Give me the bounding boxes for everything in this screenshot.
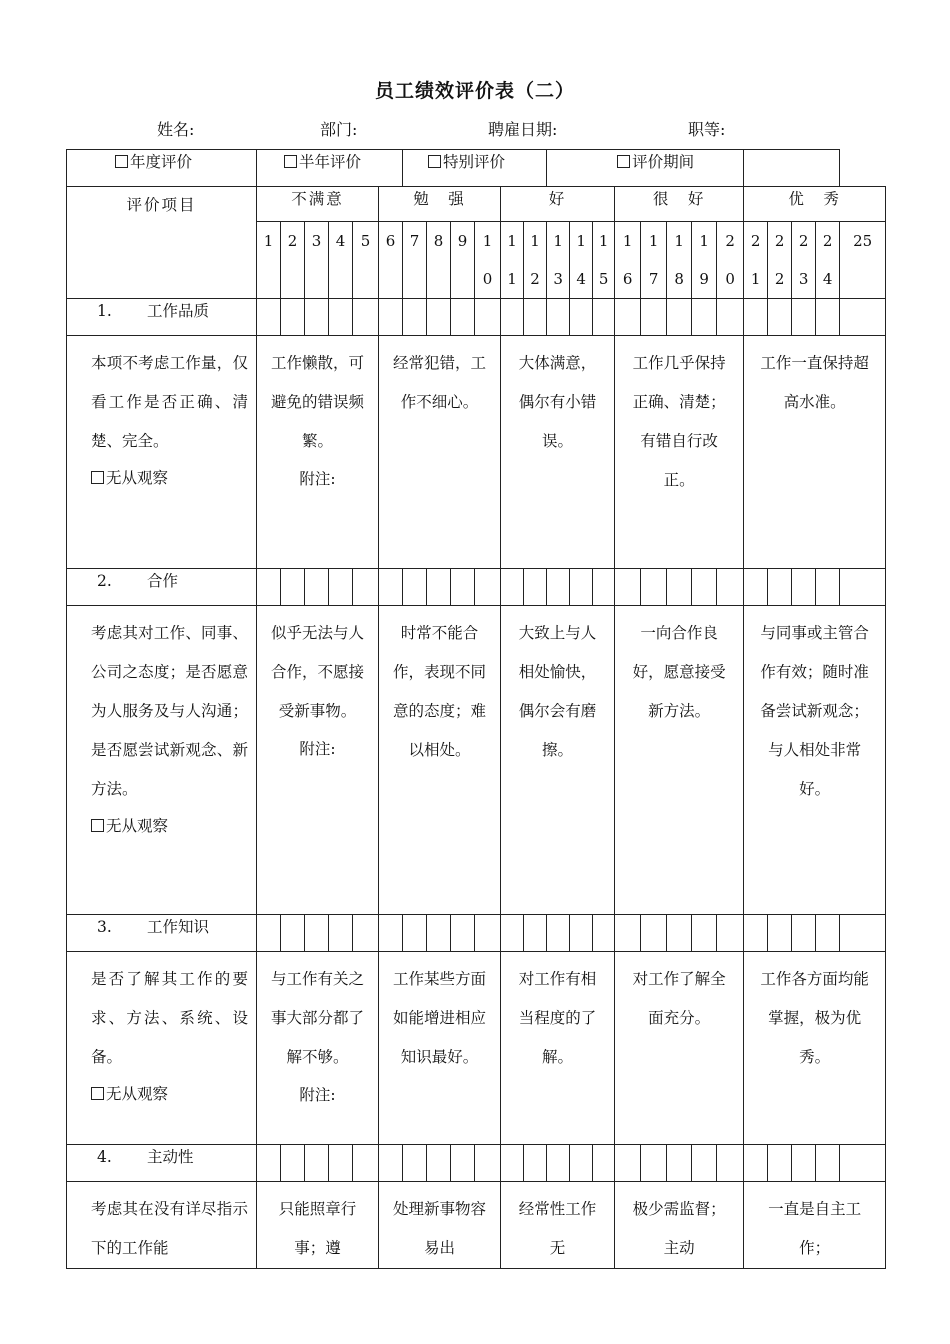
form-title: 员工绩效评价表（二） [374, 80, 575, 102]
score-number-cell [768, 222, 792, 299]
score-checkbox-cell[interactable] [615, 299, 641, 336]
level-description: 处理新事物容易出 [393, 1200, 487, 1257]
score-checkbox-cell[interactable] [768, 569, 792, 606]
section-name: 工作知识 [147, 918, 210, 936]
score-checkbox-cell[interactable] [305, 1145, 329, 1182]
score-number-cell [692, 222, 717, 299]
checkbox-icon[interactable] [91, 1087, 104, 1100]
score-number-cell [792, 222, 816, 299]
score-number-cell [641, 222, 667, 299]
score-checkbox-cell[interactable] [570, 1145, 593, 1182]
score-checkbox-cell[interactable] [451, 915, 475, 952]
period-label: 评价期间 [632, 153, 695, 171]
score-digit-top: 1 [507, 232, 517, 250]
score-digit-top: 25 [853, 232, 873, 250]
score-number-cell [501, 222, 524, 299]
score-checkbox-cell[interactable] [524, 915, 547, 952]
score-checkbox-cell[interactable] [792, 569, 816, 606]
score-checkbox-cell[interactable] [353, 299, 379, 336]
section-title [67, 299, 257, 336]
score-digit-top: 1 [553, 232, 563, 250]
score-digit-top: 1 [674, 232, 684, 250]
level-description: 只能照章行事；遵 [278, 1200, 357, 1257]
checkbox-icon[interactable] [91, 471, 104, 484]
score-checkbox-cell[interactable] [615, 1145, 641, 1182]
level-description: 一直是自主工作； [768, 1200, 862, 1257]
section-body-row [67, 606, 886, 915]
score-digit-top: 2 [725, 232, 735, 250]
score-checkbox-cell[interactable] [840, 569, 886, 606]
score-digit-top: 7 [409, 232, 420, 250]
score-checkbox-cell[interactable] [744, 1145, 768, 1182]
section-header-row [67, 1145, 886, 1182]
score-checkbox-cell[interactable] [768, 1145, 792, 1182]
score-digit-top: 1 [598, 232, 609, 250]
score-checkbox-cell[interactable] [667, 915, 692, 952]
score-checkbox-cell[interactable] [427, 569, 451, 606]
level-description: 工作懒散，可避免的错误频繁。 [270, 354, 364, 450]
score-digit-bottom: 3 [553, 270, 563, 288]
score-checkbox-cell[interactable] [792, 915, 816, 952]
score-checkbox-cell[interactable] [641, 1145, 667, 1182]
score-checkbox-cell[interactable] [501, 915, 524, 952]
score-checkbox-cell[interactable] [524, 299, 547, 336]
no-observe-option[interactable] [91, 1077, 248, 1111]
rank-label: 职等: [688, 120, 726, 139]
score-checkbox-cell[interactable] [692, 299, 717, 336]
section-title [67, 1145, 257, 1182]
score-checkbox-cell[interactable] [768, 299, 792, 336]
level-description-cell [257, 952, 379, 1145]
level-description-cell [257, 336, 379, 569]
score-checkbox-cell[interactable] [717, 1145, 744, 1182]
no-observe-option[interactable] [91, 809, 248, 843]
period-half-year[interactable] [257, 150, 403, 187]
score-digit-bottom: 2 [774, 270, 785, 288]
section-name: 主动性 [147, 1148, 194, 1166]
score-digit-top: 2 [750, 232, 761, 250]
score-checkbox-cell[interactable] [524, 569, 547, 606]
score-digit-top: 5 [360, 232, 371, 250]
score-digit-top: 1 [648, 232, 659, 250]
score-checkbox-cell[interactable] [570, 915, 593, 952]
score-number-cell [593, 222, 615, 299]
note-label: 附注: [299, 470, 336, 488]
score-checkbox-cell[interactable] [816, 569, 840, 606]
level-description-cell [615, 606, 744, 915]
score-checkbox-cell[interactable] [353, 569, 379, 606]
score-digit-top: 9 [457, 232, 468, 250]
checkbox-icon[interactable] [284, 155, 297, 168]
score-digit-top: 2 [287, 232, 298, 250]
score-checkbox-cell[interactable] [281, 1145, 305, 1182]
score-checkbox-cell[interactable] [501, 569, 524, 606]
grade-good: 好 [501, 187, 615, 222]
score-checkbox-cell[interactable] [475, 1145, 501, 1182]
score-checkbox-cell[interactable] [692, 1145, 717, 1182]
score-checkbox-cell[interactable] [717, 569, 744, 606]
checkbox-icon[interactable] [115, 155, 128, 168]
score-checkbox-cell[interactable] [329, 299, 353, 336]
score-checkbox-cell[interactable] [353, 915, 379, 952]
section-description-cell [67, 336, 257, 569]
score-digit-bottom: 0 [725, 270, 735, 288]
score-checkbox-cell[interactable] [570, 569, 593, 606]
level-description-cell [501, 606, 615, 915]
score-checkbox-cell[interactable] [281, 915, 305, 952]
score-digit-bottom: 5 [598, 270, 609, 288]
score-checkbox-cell[interactable] [816, 915, 840, 952]
checkbox-icon[interactable] [91, 819, 104, 832]
level-description-cell [744, 606, 886, 915]
section-header-row [67, 915, 886, 952]
score-number-cell [305, 222, 329, 299]
level-description: 经常犯错，工作不细心。 [393, 354, 487, 411]
score-checkbox-cell[interactable] [475, 299, 501, 336]
score-checkbox-cell[interactable] [403, 299, 427, 336]
note-label: 附注: [299, 740, 336, 758]
score-checkbox-cell[interactable] [840, 915, 886, 952]
level-description-cell [501, 336, 615, 569]
score-checkbox-cell[interactable] [615, 569, 641, 606]
period-range-value[interactable] [744, 150, 840, 187]
score-checkbox-cell[interactable] [305, 569, 329, 606]
score-checkbox-cell[interactable] [403, 1145, 427, 1182]
checkbox-icon[interactable] [617, 155, 630, 168]
level-description-cell [257, 1182, 379, 1269]
score-checkbox-cell[interactable] [379, 299, 403, 336]
level-description: 时常不能合作，表现不同意的态度；难以相处。 [393, 624, 487, 759]
section-number: 1. [97, 302, 112, 320]
level-description: 工作某些方面如能增进相应知识最好。 [393, 970, 487, 1066]
section-description-cell [67, 606, 257, 915]
score-checkbox-cell[interactable] [641, 915, 667, 952]
score-digit-top: 6 [385, 232, 396, 250]
score-number-cell [475, 222, 501, 299]
score-number-cell [257, 222, 281, 299]
score-checkbox-cell[interactable] [717, 915, 744, 952]
score-checkbox-cell[interactable] [744, 915, 768, 952]
score-number-cell [570, 222, 593, 299]
score-checkbox-cell[interactable] [403, 569, 427, 606]
score-digit-bottom: 4 [822, 270, 833, 288]
score-digit-bottom: 2 [530, 270, 540, 288]
score-number-cell [427, 222, 451, 299]
score-checkbox-cell[interactable] [305, 299, 329, 336]
score-checkbox-cell[interactable] [840, 299, 886, 336]
score-digit-bottom: 6 [622, 270, 633, 288]
score-number-cell [615, 222, 641, 299]
section-title [67, 569, 257, 606]
score-checkbox-cell[interactable] [451, 569, 475, 606]
score-checkbox-cell[interactable] [427, 915, 451, 952]
score-number-cell [281, 222, 305, 299]
section-description-cell [67, 952, 257, 1145]
level-description: 极少需监督；主动 [632, 1200, 726, 1257]
score-checkbox-cell[interactable] [615, 915, 641, 952]
section-body-row [67, 1182, 886, 1269]
score-digit-top: 1 [576, 232, 586, 250]
score-number-cell [403, 222, 427, 299]
level-description-cell [744, 336, 886, 569]
score-checkbox-cell[interactable] [379, 569, 403, 606]
score-checkbox-cell[interactable] [816, 299, 840, 336]
level-description-cell [257, 606, 379, 915]
score-checkbox-cell[interactable] [501, 1145, 524, 1182]
score-digit-top: 1 [699, 232, 709, 250]
score-checkbox-cell[interactable] [329, 915, 353, 952]
score-checkbox-cell[interactable] [305, 915, 329, 952]
score-checkbox-cell[interactable] [451, 299, 475, 336]
period-special[interactable] [403, 150, 547, 187]
level-description: 工作一直保持超高水准。 [760, 354, 869, 411]
score-checkbox-cell[interactable] [667, 299, 692, 336]
item-header: 评价项目 [67, 187, 257, 299]
level-description-cell [379, 606, 501, 915]
level-description-cell [615, 952, 744, 1145]
score-checkbox-cell[interactable] [329, 1145, 353, 1182]
score-digit-top: 1 [622, 232, 633, 250]
section-title [67, 915, 257, 952]
level-description: 经常性工作无 [518, 1200, 597, 1257]
score-checkbox-cell[interactable] [257, 299, 281, 336]
score-number-cell [451, 222, 475, 299]
score-digit-bottom: 4 [576, 270, 586, 288]
score-checkbox-cell[interactable] [593, 915, 615, 952]
grade-row [67, 187, 886, 222]
score-number-cell [329, 222, 353, 299]
score-number-cell [717, 222, 744, 299]
no-observe-label: 无从观察 [106, 469, 169, 487]
score-digit-bottom: 8 [674, 270, 684, 288]
period-label: 年度评价 [130, 153, 193, 171]
score-digit-top: 4 [335, 232, 346, 250]
score-checkbox-cell[interactable] [744, 569, 768, 606]
score-digit-top: 1 [482, 232, 493, 250]
level-description-cell [379, 1182, 501, 1269]
no-observe-option[interactable] [91, 461, 248, 495]
score-checkbox-cell[interactable] [840, 1145, 886, 1182]
score-checkbox-cell[interactable] [329, 569, 353, 606]
score-checkbox-cell[interactable] [692, 569, 717, 606]
section-header-row [67, 569, 886, 606]
score-checkbox-cell[interactable] [593, 1145, 615, 1182]
level-description-cell [379, 336, 501, 569]
section-name: 合作 [147, 572, 179, 590]
level-description: 对工作有相当程度的了解。 [518, 970, 597, 1066]
section-number: 3. [97, 918, 112, 936]
grade-unsatisfactory: 不满意 [257, 187, 379, 222]
score-checkbox-cell[interactable] [475, 569, 501, 606]
level-description: 与工作有关之事大部分都了解不够。 [270, 970, 364, 1066]
score-checkbox-cell[interactable] [547, 569, 570, 606]
score-checkbox-cell[interactable] [427, 1145, 451, 1182]
level-description-cell [379, 952, 501, 1145]
section-description: 考虑其对工作、同事、公司之态度；是否愿意为人服务及与人沟通；是否愿尝试新观念、新方法。 [91, 624, 248, 798]
level-description-cell [501, 1182, 615, 1269]
note-label: 附注: [299, 1086, 336, 1104]
period-label: 半年评价 [299, 153, 362, 171]
section-body-row [67, 336, 886, 569]
score-number-cell [524, 222, 547, 299]
period-row [67, 150, 886, 187]
score-checkbox-cell[interactable] [593, 569, 615, 606]
checkbox-icon[interactable] [428, 155, 441, 168]
score-digit-bottom: 1 [507, 270, 517, 288]
hire-date-label: 聘雇日期: [488, 120, 558, 139]
score-digit-top: 8 [433, 232, 444, 250]
section-header-row [67, 299, 886, 336]
section-name: 工作品质 [147, 302, 210, 320]
level-description: 对工作了解全面充分。 [632, 970, 726, 1027]
score-number-cell [667, 222, 692, 299]
score-checkbox-cell[interactable] [667, 569, 692, 606]
level-description-cell [615, 1182, 744, 1269]
period-range[interactable] [547, 150, 744, 187]
section-description: 考虑其在没有详尽指示下的工作能 [91, 1200, 248, 1257]
score-checkbox-cell[interactable] [547, 1145, 570, 1182]
score-checkbox-cell[interactable] [501, 299, 524, 336]
score-checkbox-cell[interactable] [768, 915, 792, 952]
score-checkbox-cell[interactable] [451, 1145, 475, 1182]
section-body-row [67, 952, 886, 1145]
score-digit-bottom: 7 [648, 270, 659, 288]
score-checkbox-cell[interactable] [257, 1145, 281, 1182]
score-checkbox-cell[interactable] [816, 1145, 840, 1182]
score-number-cell [744, 222, 768, 299]
period-label: 特别评价 [443, 153, 506, 171]
section-description: 本项不考虑工作量，仅看工作是否正确、清楚、完全。 [91, 354, 248, 450]
section-description: 是否了解其工作的要求、方法、系统、设备。 [91, 970, 248, 1066]
score-digit-top: 3 [311, 232, 322, 250]
score-digit-top: 1 [530, 232, 540, 250]
level-description: 工作几乎保持正确、清楚；有错自行改正。 [632, 354, 726, 489]
period-annual[interactable] [67, 150, 257, 187]
score-checkbox-cell[interactable] [379, 915, 403, 952]
score-checkbox-cell[interactable] [281, 299, 305, 336]
score-checkbox-cell[interactable] [792, 299, 816, 336]
score-digit-top: 1 [263, 232, 274, 250]
grade-excellent: 优 秀 [744, 187, 886, 222]
department-label: 部门: [320, 120, 358, 139]
no-observe-label: 无从观察 [106, 817, 169, 835]
score-digit-bottom: 1 [750, 270, 761, 288]
score-checkbox-cell[interactable] [667, 1145, 692, 1182]
score-checkbox-cell[interactable] [547, 299, 570, 336]
no-observe-label: 无从观察 [106, 1085, 169, 1103]
section-number: 4. [97, 1148, 112, 1166]
score-number-cell [816, 222, 840, 299]
name-label: 姓名: [157, 120, 195, 139]
score-digit-top: 2 [798, 232, 809, 250]
score-checkbox-cell[interactable] [257, 915, 281, 952]
section-number: 2. [97, 572, 112, 590]
level-description: 大致上与人相处愉快，偶尔会有磨擦。 [518, 624, 597, 759]
score-checkbox-cell[interactable] [281, 569, 305, 606]
score-digit-bottom: 9 [699, 270, 709, 288]
score-checkbox-cell[interactable] [593, 299, 615, 336]
section-description-cell [67, 1182, 257, 1269]
score-checkbox-cell[interactable] [257, 569, 281, 606]
score-digit-bottom: 0 [482, 270, 493, 288]
score-checkbox-cell[interactable] [379, 1145, 403, 1182]
score-checkbox-cell[interactable] [692, 915, 717, 952]
level-description-cell [501, 952, 615, 1145]
level-description: 似乎无法与人合作，不愿接受新事物。 [270, 624, 364, 720]
score-checkbox-cell[interactable] [475, 915, 501, 952]
score-digit-bottom: 3 [798, 270, 809, 288]
level-description: 一向合作良好，愿意接受新方法。 [632, 624, 726, 720]
score-number-cell [353, 222, 379, 299]
score-checkbox-cell[interactable] [792, 1145, 816, 1182]
level-description: 大体满意，偶尔有小错误。 [518, 354, 597, 450]
level-description-cell [615, 336, 744, 569]
score-number-cell [547, 222, 570, 299]
score-checkbox-cell[interactable] [353, 1145, 379, 1182]
evaluation-table [66, 149, 886, 1269]
score-checkbox-cell[interactable] [427, 299, 451, 336]
grade-barely: 勉 强 [379, 187, 501, 222]
score-digit-top: 2 [774, 232, 785, 250]
score-checkbox-cell[interactable] [524, 1145, 547, 1182]
score-checkbox-cell[interactable] [641, 569, 667, 606]
score-checkbox-cell[interactable] [744, 299, 768, 336]
level-description: 与同事或主管合作有效；随时准备尝试新观念；与人相处非常好。 [760, 624, 869, 798]
score-checkbox-cell[interactable] [570, 299, 593, 336]
grade-very-good: 很 好 [615, 187, 744, 222]
score-digit-top: 2 [822, 232, 833, 250]
score-checkbox-cell[interactable] [641, 299, 667, 336]
score-number-cell [379, 222, 403, 299]
score-number-cell [840, 222, 886, 299]
score-checkbox-cell[interactable] [403, 915, 427, 952]
score-checkbox-cell[interactable] [717, 299, 744, 336]
level-description: 工作各方面均能掌握，极为优秀。 [760, 970, 869, 1066]
level-description-cell [744, 952, 886, 1145]
level-description-cell [744, 1182, 886, 1269]
score-checkbox-cell[interactable] [547, 915, 570, 952]
